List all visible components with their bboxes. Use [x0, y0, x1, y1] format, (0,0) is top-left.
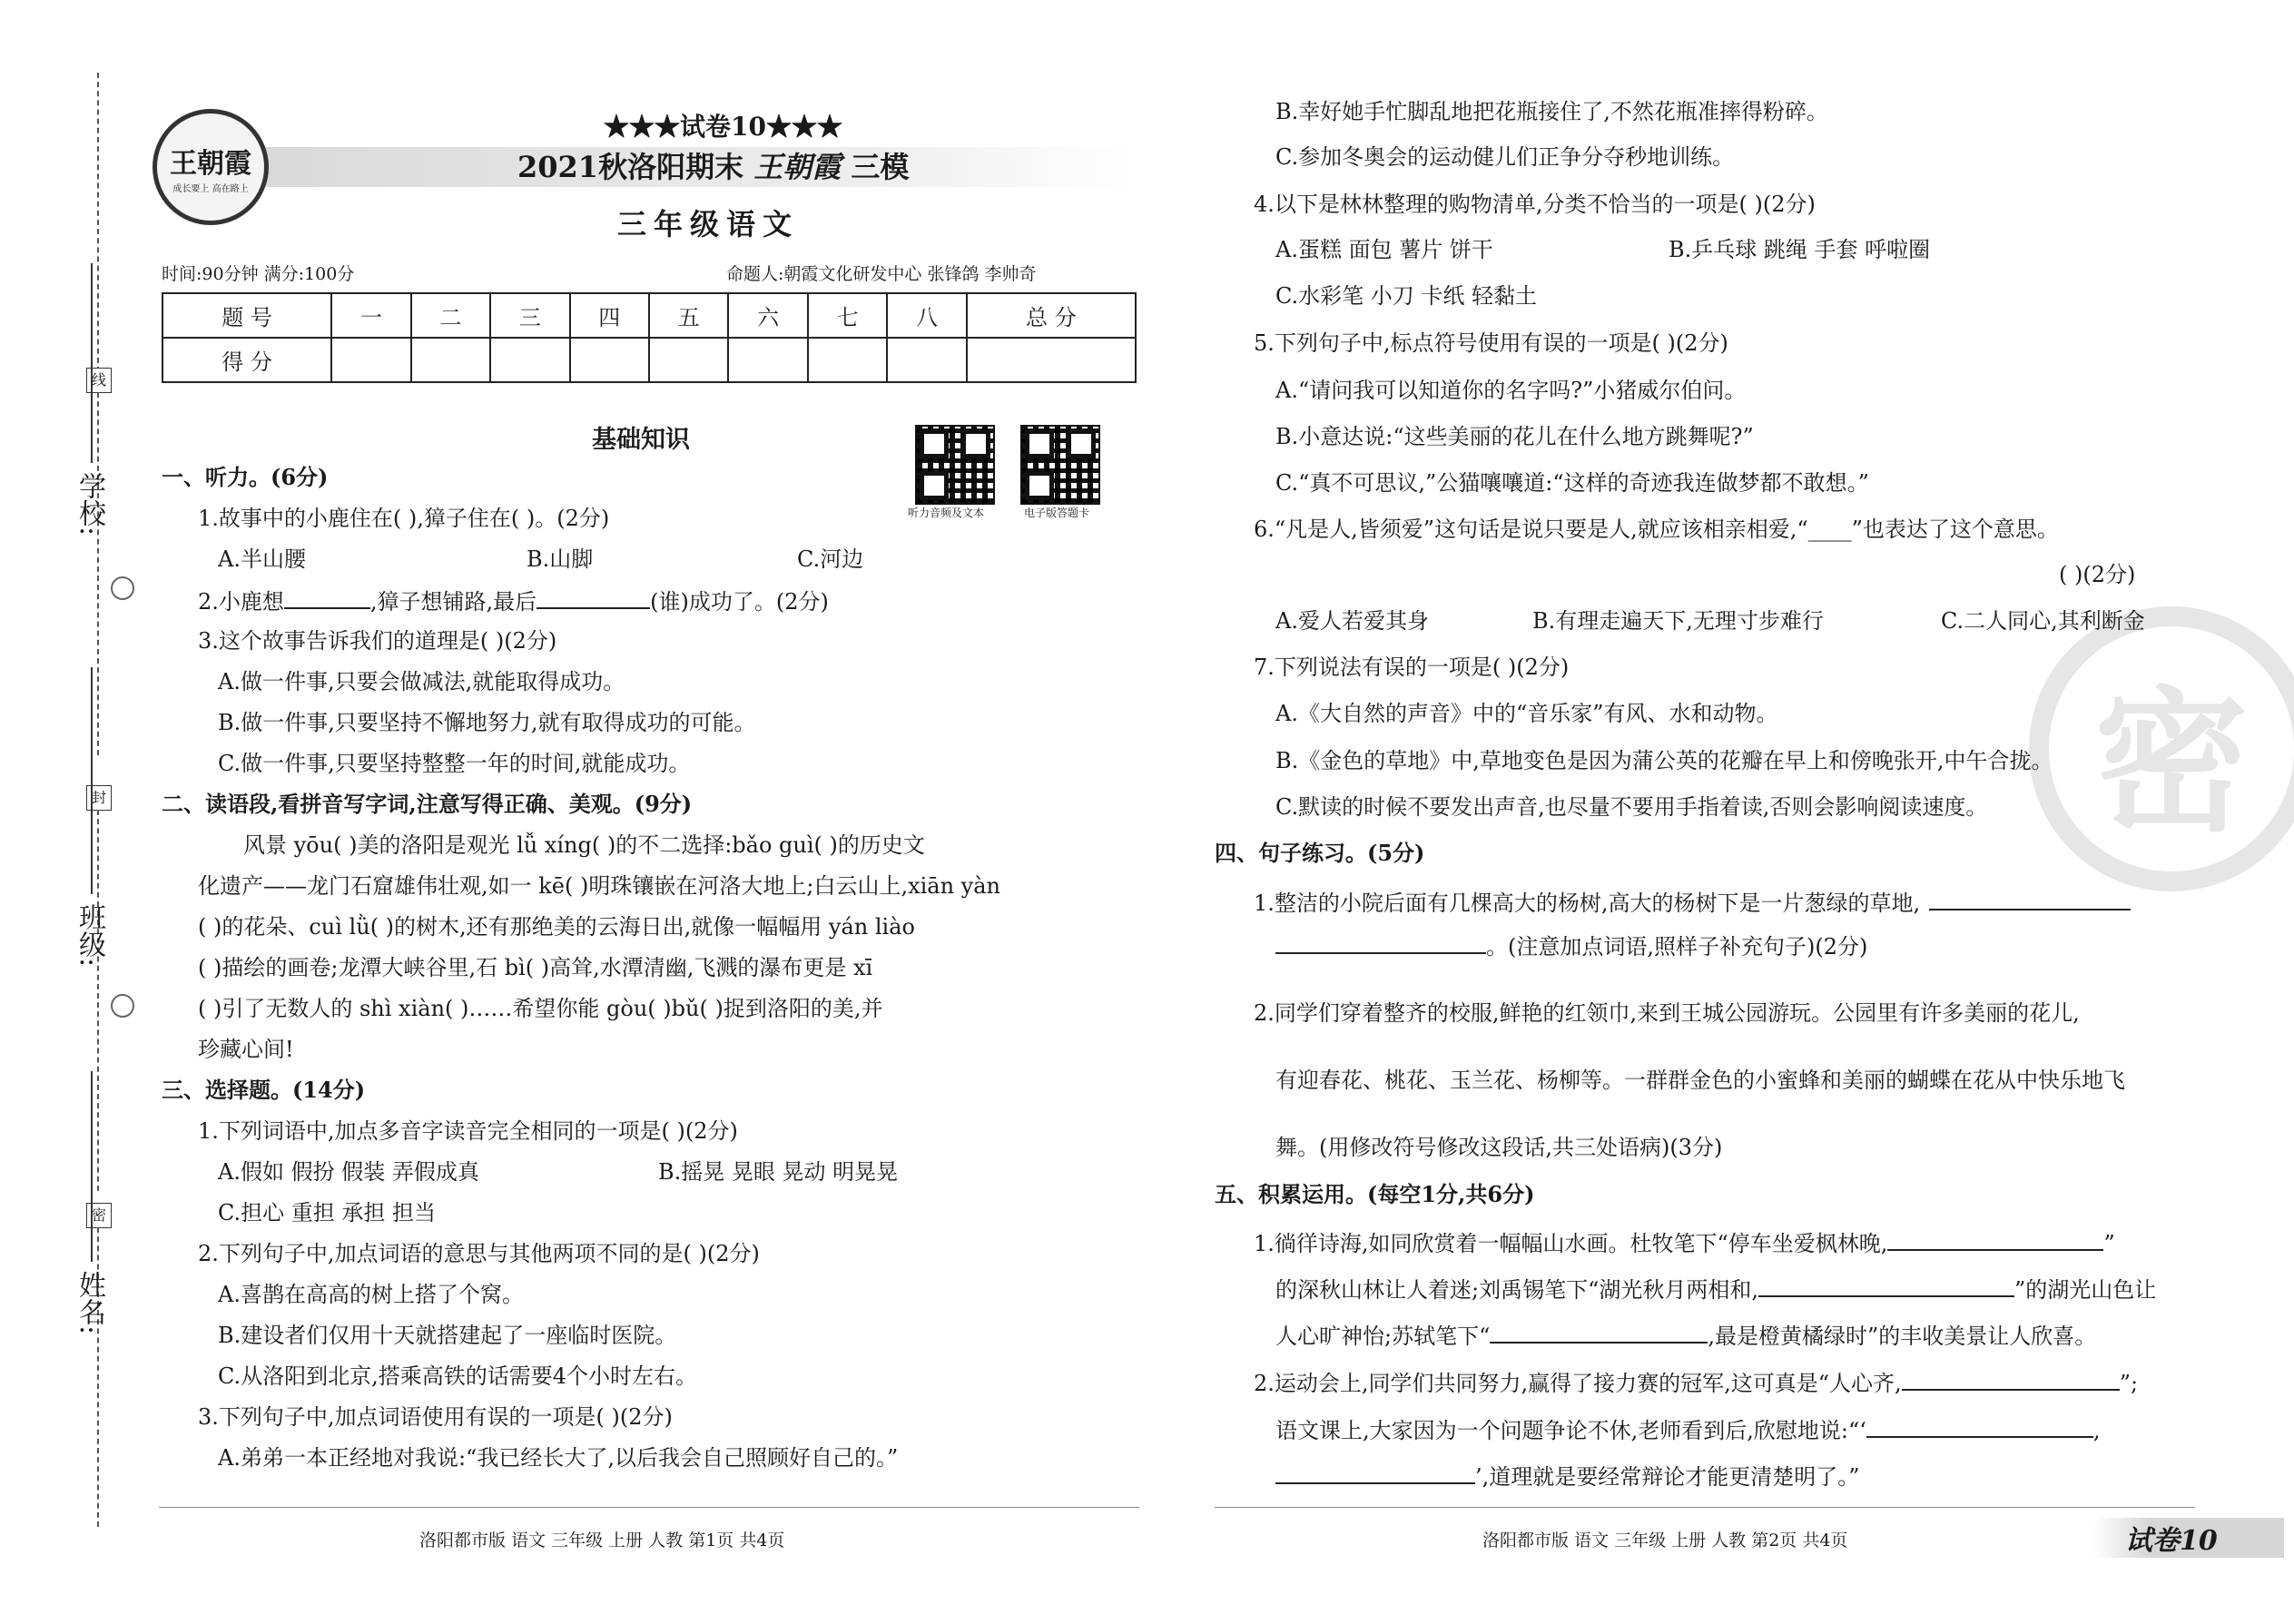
text-span: ,獐子想铺路,最后 [369, 589, 537, 615]
text-span: 。(注意加点词语,照样子补充句子)(2分) [1486, 934, 1868, 960]
s4-q2-line: 舞。(用修改符号修改这段话,共三处语病)(3分) [1275, 1135, 1723, 1160]
table-cell: 三 [490, 293, 569, 338]
table-cell: 五 [649, 293, 728, 338]
score-table [162, 292, 1137, 383]
answer-blank[interactable] [1275, 1459, 1475, 1484]
score-cell[interactable] [490, 338, 569, 382]
answer-blank[interactable] [537, 584, 650, 609]
s4-q2-line: 有迎春花、桃花、玉兰花、杨柳等。一群群金色的小蜜蜂和美丽的蝴蝶在花从中快乐地飞 [1275, 1068, 2125, 1093]
s2-paragraph-line: ( )描绘的画卷;龙潭大峡谷里,石 bì( )高耸,水潭清幽,飞溅的瀑布更是 xī [198, 955, 873, 980]
s5-q1-line [1254, 1225, 2115, 1260]
score-cell[interactable] [411, 338, 490, 382]
text-span: 的深秋山林让人着迷;刘禹锡笔下“湖光秋月两相和, [1275, 1277, 1758, 1303]
s3-q2-option-b: B.建设者们仅用十天就搭建起了一座临时医院。 [218, 1323, 677, 1348]
right-page [1147, 0, 2294, 1624]
exam-brand: 王朝霞 [753, 150, 842, 184]
page-footer: 洛阳都市版 语文 三年级 上册 人教 第1页 共4页 [419, 1530, 785, 1550]
table-cell: 总 分 [967, 293, 1136, 338]
score-cell[interactable] [728, 338, 807, 382]
s5-q1-line [1275, 1318, 2096, 1353]
school-blank [91, 263, 93, 463]
s2-paragraph-line: ( )的花朵、cuì lǜ( )的树木,还有那绝美的云海日出,就像一幅幅用 yán liào [198, 914, 915, 940]
s3-q6: 6.“凡是人,皆须爱”这句话是说只要是人,就应该相亲相爱,“____”也表达了这个意思。 [1254, 517, 2059, 542]
logo-text: 王朝霞 [170, 147, 251, 180]
s5-q2-line [1275, 1412, 2101, 1447]
name-blank [91, 1071, 93, 1262]
table-cell: 二 [411, 293, 490, 338]
answer-blank[interactable] [1275, 929, 1486, 954]
s3-q2: 2.下列句子中,加点词语的意思与其他两项不同的是( )(2分) [198, 1241, 760, 1266]
text-span: ,最是橙黄橘绿时”的丰收美景让人欣喜。 [1708, 1324, 2097, 1349]
s3-q7-option-a: A.《大自然的声音》中的“音乐家”有风、水和动物。 [1275, 701, 1778, 726]
corner-tag: 试卷10 [2125, 1525, 2218, 1557]
answer-blank[interactable] [1887, 1225, 2103, 1251]
s3-q7-option-c: C.默读的时候不要发出声音,也尽量不要用手指着读,否则会影响阅读速度。 [1275, 794, 1988, 820]
score-cell[interactable] [967, 338, 1136, 382]
text-span: ”的湖光山色让 [2013, 1277, 2157, 1303]
score-cell[interactable] [808, 338, 887, 382]
s1-q3-option-c: C.做一件事,只要坚持整整一年的时间,就能成功。 [218, 751, 691, 776]
s1-q1: 1.故事中的小鹿住在( ),獐子住在( )。(2分) [198, 506, 610, 531]
s4-title: 四、句子练习。(5分) [1215, 840, 1425, 866]
text-span: 人心旷神怡;苏轼笔下“ [1275, 1324, 1491, 1349]
s3-q7: 7.下列说法有误的一项是( )(2分) [1254, 655, 1570, 680]
exam-title-post: 三模 [851, 150, 910, 184]
table-cell: 四 [570, 293, 649, 338]
watermark-seal: 密 [2029, 606, 2294, 891]
qr-code-icon[interactable] [915, 425, 995, 505]
s3-q2-option-c: C.从洛阳到北京,搭乘高铁的话需要4个小时左右。 [218, 1363, 698, 1389]
s3-q6-score: ( )(2分) [2059, 562, 2136, 587]
answer-blank[interactable] [1866, 1412, 2093, 1438]
text-span: ” [2103, 1231, 2115, 1256]
table-cell: 一 [331, 293, 410, 338]
s2-paragraph-line: 风景 yōu( )美的洛阳是观光 lǚ xíng( )的不二选择:bǎo guì( )的历史文 [243, 832, 925, 858]
s3-q3-option-b: B.幸好她手忙脚乱地把花瓶接住了,不然花瓶准摔得粉碎。 [1275, 99, 1828, 124]
s4-q2-line: 2.同学们穿着整齐的校服,鲜艳的红领巾,来到王城公园游玩。公园里有许多美丽的花儿, [1254, 1000, 2080, 1026]
text-span: 1.整洁的小院后面有几棵高大的杨树,高大的杨树下是一片葱绿的草地, [1254, 891, 1921, 916]
page-footer: 洛阳都市版 语文 三年级 上册 人教 第2页 共4页 [1482, 1530, 1848, 1550]
exam-title [517, 148, 909, 186]
s3-q4-option-b: B.乒乓球 跳绳 手套 呼啦圈 [1669, 237, 1931, 262]
binding-dashed-line [97, 73, 99, 372]
s1-q1-option-a: A.半山腰 [218, 546, 306, 572]
s2-paragraph-line: 珍藏心间! [198, 1037, 294, 1062]
s2-title: 二、读语段,看拼音写字词,注意写得正确、美观。(9分) [162, 791, 693, 817]
s3-q3-option-a: A.弟弟一本正经地对我说:“我已经长大了,以后我会自己照顾好自己的。” [218, 1445, 899, 1471]
time-score-info: 时间:90分钟 满分:100分 [162, 264, 355, 284]
table-cell: 题 号 [162, 293, 331, 338]
exam-title-pre: 2021秋洛阳期末 [517, 150, 744, 184]
s3-q3: 3.下列句子中,加点词语使用有误的一项是( )(2分) [198, 1404, 673, 1430]
s2-paragraph-line: 化遗产——龙门石窟雄伟壮观,如一 kē( )明珠镶嵌在河洛大地上;白云山上,xiān yàn [198, 873, 1001, 899]
logo-subtext: 成长要上 高在路上 [172, 183, 249, 194]
table-cell: 六 [728, 293, 807, 338]
text-span: ”; [2119, 1371, 2139, 1396]
score-table-header-row [162, 293, 1136, 338]
s1-q3-option-b: B.做一件事,只要坚持不懈地努力,就有取得成功的可能。 [218, 710, 756, 735]
score-cell[interactable] [331, 338, 410, 382]
s3-q5-option-a: A.“请问我可以知道你的名字吗?”小猪威尔伯问。 [1275, 378, 1747, 403]
score-cell[interactable] [570, 338, 649, 382]
hole-mark-icon [111, 576, 134, 600]
table-cell: 八 [887, 293, 966, 338]
score-table-score-row [162, 338, 1136, 382]
score-cell[interactable] [887, 338, 966, 382]
s1-q3: 3.这个故事告诉我们的道理是( )(2分) [198, 628, 557, 654]
answer-blank[interactable] [1902, 1365, 2120, 1391]
name-label: 姓名: [74, 1271, 105, 1335]
s3-q5-option-c: C.“真不可思议,”公猫嚷嚷道:“这样的奇迹我连做梦都不敢想。” [1275, 470, 1869, 496]
s3-q7-option-b: B.《金色的草地》中,草地变色是因为蒲公英的花瓣在早上和傍晚张开,中午合拢。 [1275, 748, 2053, 773]
s1-title: 一、听力。(6分) [162, 464, 329, 490]
text-span: 1.徜徉诗海,如同欣赏着一幅幅山水画。杜牧笔下“停车坐爱枫林晚, [1254, 1231, 1888, 1256]
qr-caption-right: 电子版答题卡 [1024, 507, 1090, 519]
qr-caption-left: 听力音频及文本 [908, 507, 985, 519]
brand-logo [153, 109, 269, 225]
class-label: 班级: [74, 903, 105, 968]
s3-q6-option-a: A.爱人若爱其身 [1275, 608, 1429, 634]
s3-q2-option-a: A.喜鹊在高高的树上搭了个窝。 [218, 1282, 524, 1307]
exam-number: ★★★试卷10★★★ [604, 112, 842, 142]
footer-divider [159, 1507, 1139, 1508]
school-label: 学校: [74, 472, 105, 536]
s1-q2 [198, 584, 829, 618]
text-span: 2.运动会上,同学们共同努力,赢得了接力赛的冠军,这可真是“人心齐, [1254, 1371, 1902, 1396]
s3-q1: 1.下列词语中,加点多音字读音完全相同的一项是( )(2分) [198, 1118, 738, 1144]
s5-q2-line [1254, 1365, 2138, 1400]
s3-q1-option-c: C.担心 重担 承担 担当 [218, 1200, 437, 1225]
qr-code-icon[interactable] [1020, 425, 1100, 505]
text-span: 语文课上,大家因为一个问题争论不休,老师看到后,欣慰地说:“‘ [1275, 1418, 1866, 1443]
text-span: , [2092, 1418, 2101, 1443]
class-blank [91, 667, 93, 894]
s4-q1-continued [1275, 929, 1867, 963]
s3-q5-option-b: B.小意达说:“这些美丽的花儿在什么地方跳舞呢?” [1275, 424, 1754, 449]
s5-q1-line [1275, 1272, 2156, 1306]
binding-dashed-line [97, 810, 99, 1191]
s3-q5: 5.下列句子中,标点符号使用有误的一项是( )(2分) [1254, 330, 1728, 356]
s2-paragraph-line: ( )引了无数人的 shì xiàn( )……希望你能 gòu( )bǔ( )捉到洛阳的美,并 [198, 996, 883, 1021]
binding-mark-xian: 线 [86, 368, 112, 393]
text-span: 2.小鹿想 [198, 589, 284, 615]
s3-q6-option-b: B.有理走遍天下,无理寸步难行 [1532, 608, 1824, 634]
binding-dashed-line [97, 392, 99, 755]
binding-mark-feng: 封 [86, 785, 112, 811]
s3-q4-option-c: C.水彩笔 小刀 卡纸 轻黏土 [1275, 283, 1538, 309]
footer-divider [1215, 1507, 2195, 1508]
s3-q3-option-c: C.参加冬奥会的运动健儿们正争分夺秒地训练。 [1275, 144, 1735, 170]
table-cell: 得 分 [162, 338, 331, 382]
answer-blank[interactable] [284, 584, 370, 609]
s1-q1-option-c: C.河边 [797, 546, 864, 572]
s3-q6-option-c: C.二人同心,其利断金 [1941, 608, 2145, 634]
text-span: (谁)成功了。(2分) [650, 589, 829, 615]
s4-q1 [1254, 885, 2131, 920]
s3-q1-option-b: B.摇晃 晃眼 晃动 明晃晃 [658, 1159, 899, 1185]
hole-mark-icon [111, 994, 134, 1018]
answer-blank[interactable] [1929, 885, 2131, 910]
authors-info: 命题人:朝霞文化研发中心 张锋鸽 李帅奇 [726, 264, 1037, 284]
table-cell: 七 [808, 293, 887, 338]
binding-mark-mi: 密 [86, 1203, 112, 1228]
score-cell[interactable] [649, 338, 728, 382]
subject-title: 三年级语文 [617, 207, 800, 241]
s5-q2-line [1275, 1459, 1860, 1493]
text-span: ’,道理就是要经常辩论才能更清楚明了。” [1475, 1464, 1860, 1490]
s3-q4: 4.以下是林林整理的购物清单,分类不恰当的一项是( )(2分) [1254, 192, 1816, 217]
s1-q3-option-a: A.做一件事,只要会做减法,就能取得成功。 [218, 669, 625, 694]
s5-title: 五、积累运用。(每空1分,共6分) [1215, 1181, 1535, 1207]
s1-q1-option-b: B.山脚 [527, 546, 594, 572]
section-heading: 基础知识 [592, 426, 690, 454]
answer-blank[interactable] [1490, 1318, 1708, 1343]
s3-q4-option-a: A.蛋糕 面包 薯片 饼干 [1275, 237, 1493, 262]
s3-q1-option-a: A.假如 假扮 假装 弄假成真 [218, 1159, 479, 1185]
s3-title: 三、选择题。(14分) [162, 1077, 366, 1103]
answer-blank[interactable] [1758, 1272, 2014, 1297]
